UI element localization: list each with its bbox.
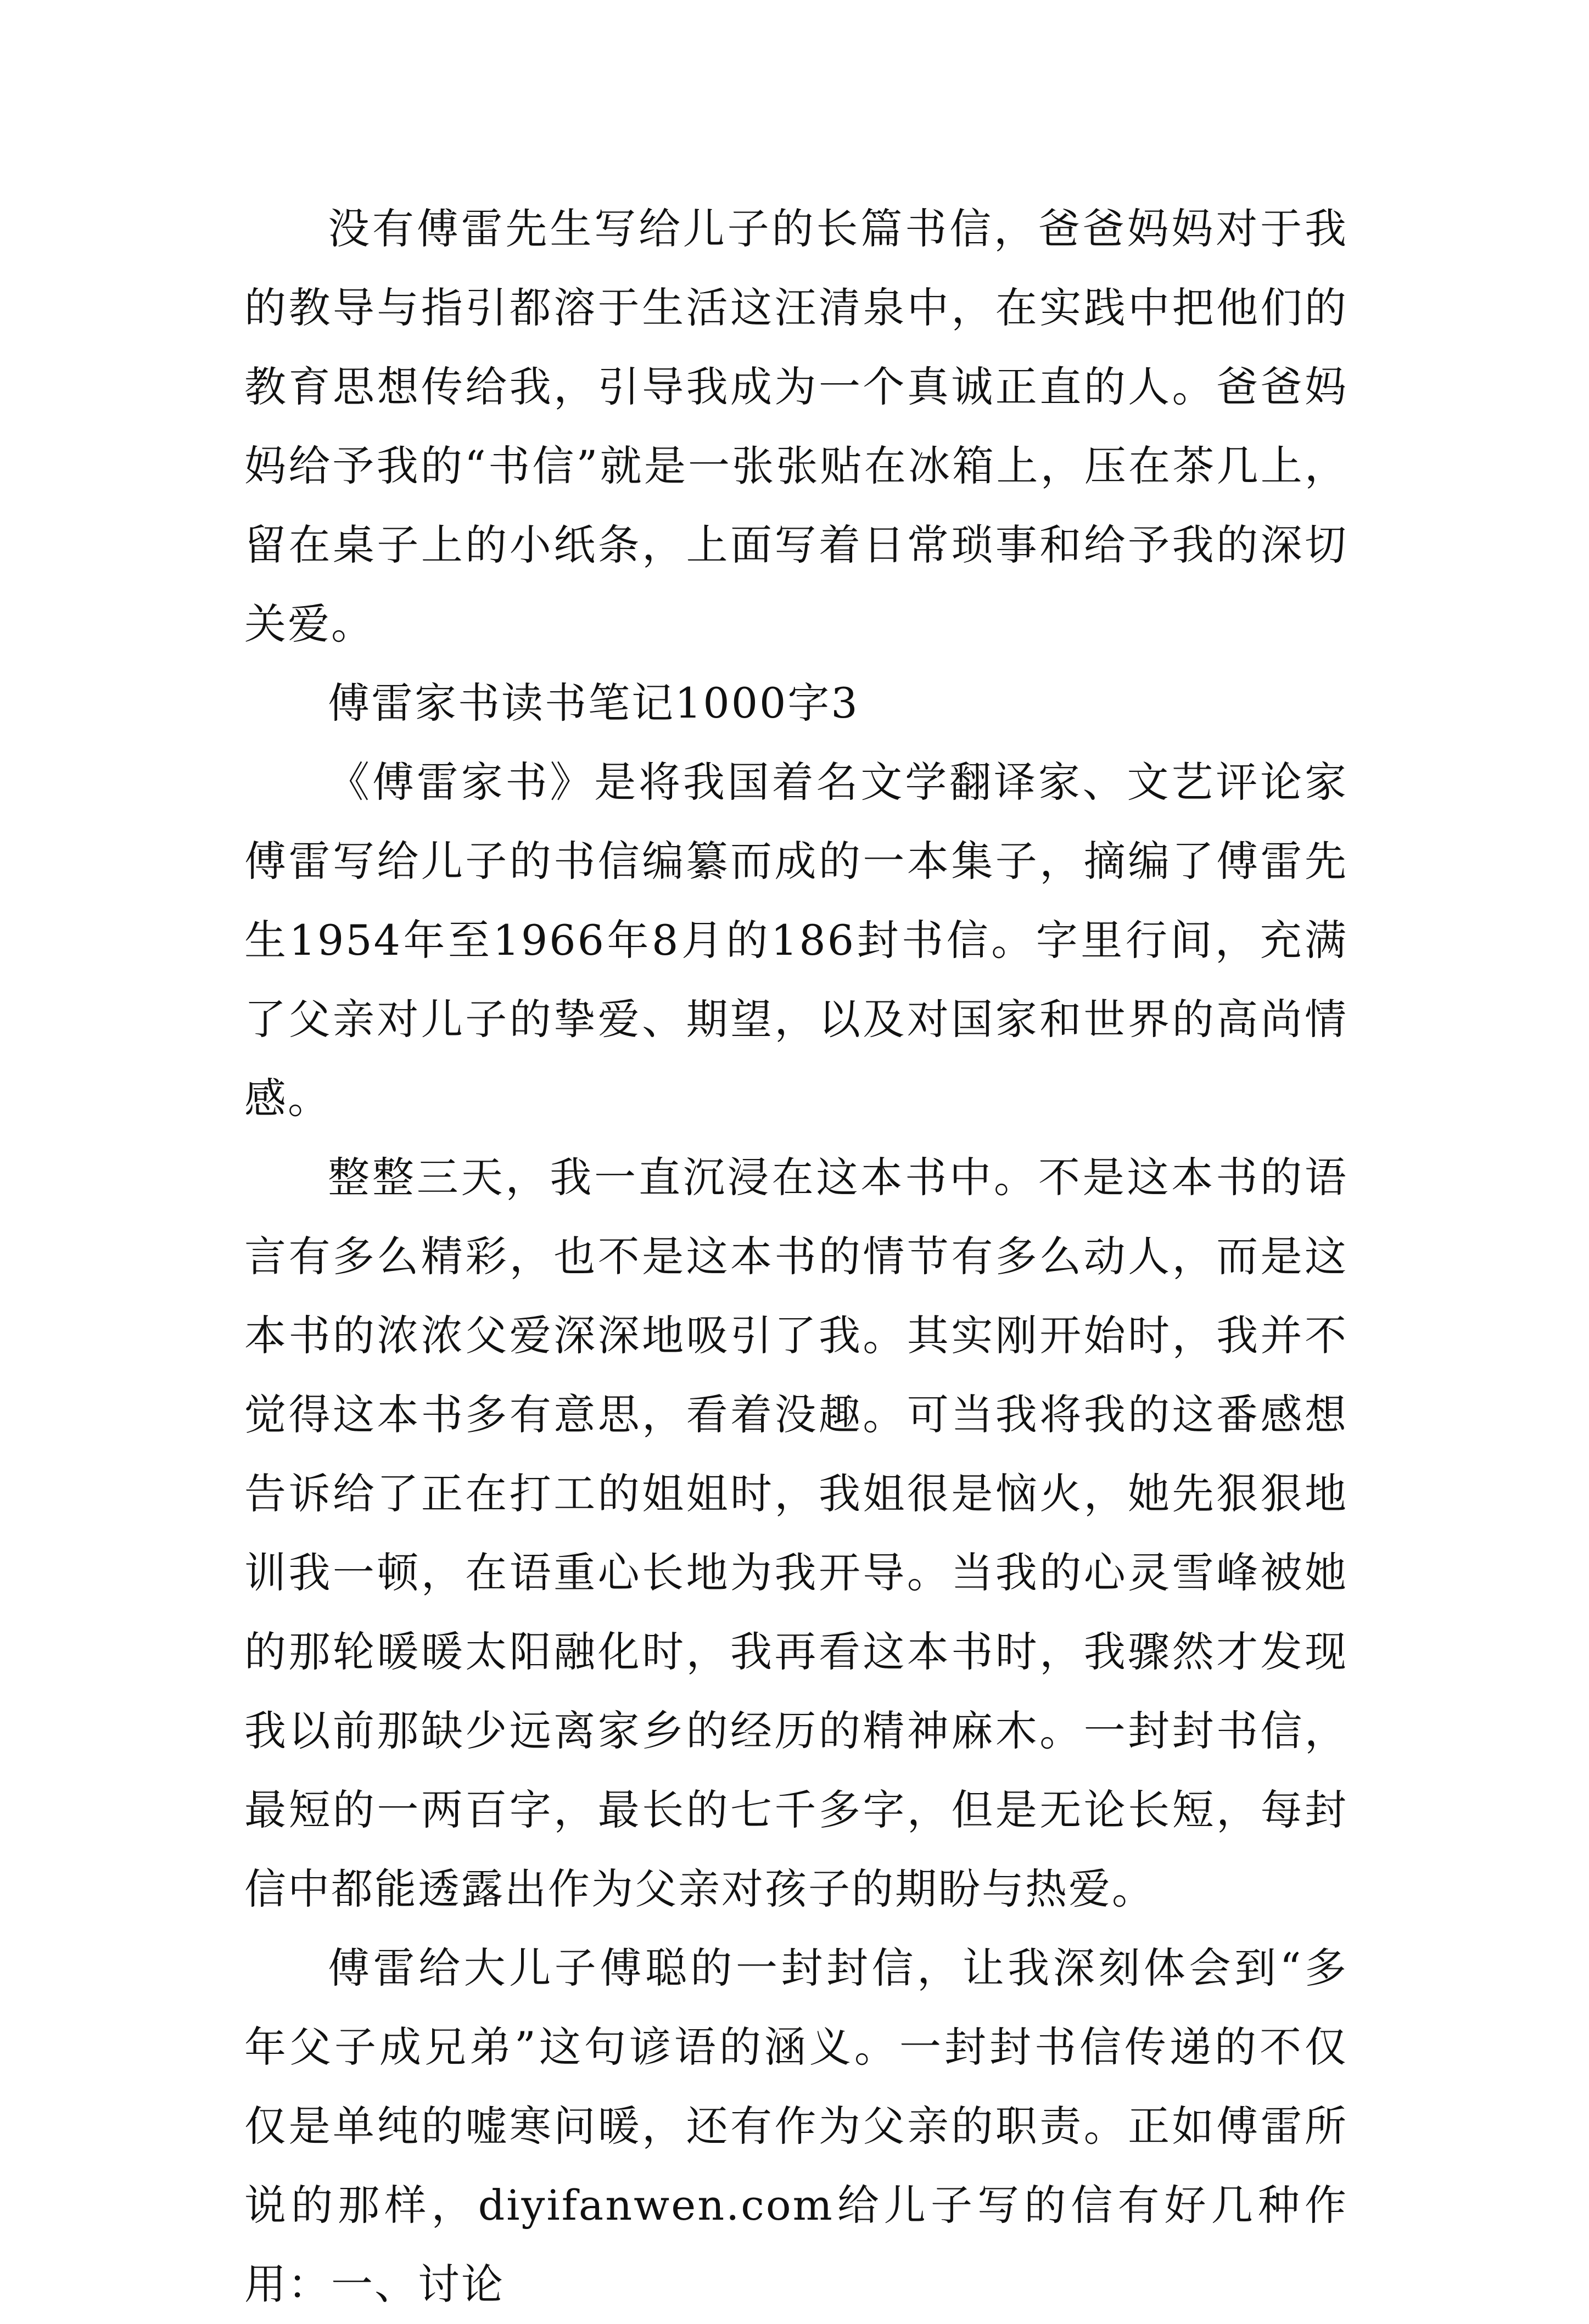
section-heading: 傅雷家书读书笔记1000字3	[328, 679, 859, 727]
paragraph-reading-experience: 整整三天，我一直沉浸在这本书中。不是这本书的语言有多么精彩，也不是这本书的情节有多么动人，而是这本书的浓浓父爱深深地吸引了我。其实刚开始时，我并不觉得这本书多有意思，看着没趣。可当我将我的这番感想告诉给了正在打工的姐姐时，我姐很是恼火，她先狠狠地训我一顿，在语重心长地为我开导。当我的心灵雪峰被她的那轮暖暖太阳融化时，我再看这本书时，我骤然才发现我以前那缺少远离家乡的经历的精神麻木。一封封书信，最短的一两百字，最长的七千多字，但是无论长短，每封信中都能透露出作为父亲对孩子的期盼与热爱。	[244, 1153, 1348, 1913]
document-body	[244, 189, 1348, 2324]
paragraph-book-intro: 《傅雷家书》是将我国着名文学翻译家、文艺评论家傅雷写给儿子的书信编纂而成的一本集子，摘编了傅雷先生1954年至1966年8月的186封书信。字里行间，充满了父亲对儿子的挚爱、期望，以及对国家和世界的高尚情感。	[244, 758, 1348, 1123]
paragraph-intro: 没有傅雷先生写给儿子的长篇书信，爸爸妈妈对于我的教导与指引都溶于生活这汪清泉中，在实践中把他们的教育思想传给我，引导我成为一个真诚正直的人。爸爸妈妈给予我的“书信”就是一张张贴在冰箱上，压在茶几上，留在桌子上的小纸条，上面写着日常琐事和给予我的深切关爱。	[244, 204, 1348, 648]
paragraph-letters-to-son: 傅雷给大儿子傅聪的一封封信，让我深刻体会到“多年父子成兄弟”这句谚语的涵义。一封封书信传递的不仅仅是单纯的嘘寒问暖，还有作为父亲的职责。正如傅雷所说的那样，diyifanwen.com给儿子写的信有好几种作用：一、讨论	[244, 1944, 1348, 2309]
